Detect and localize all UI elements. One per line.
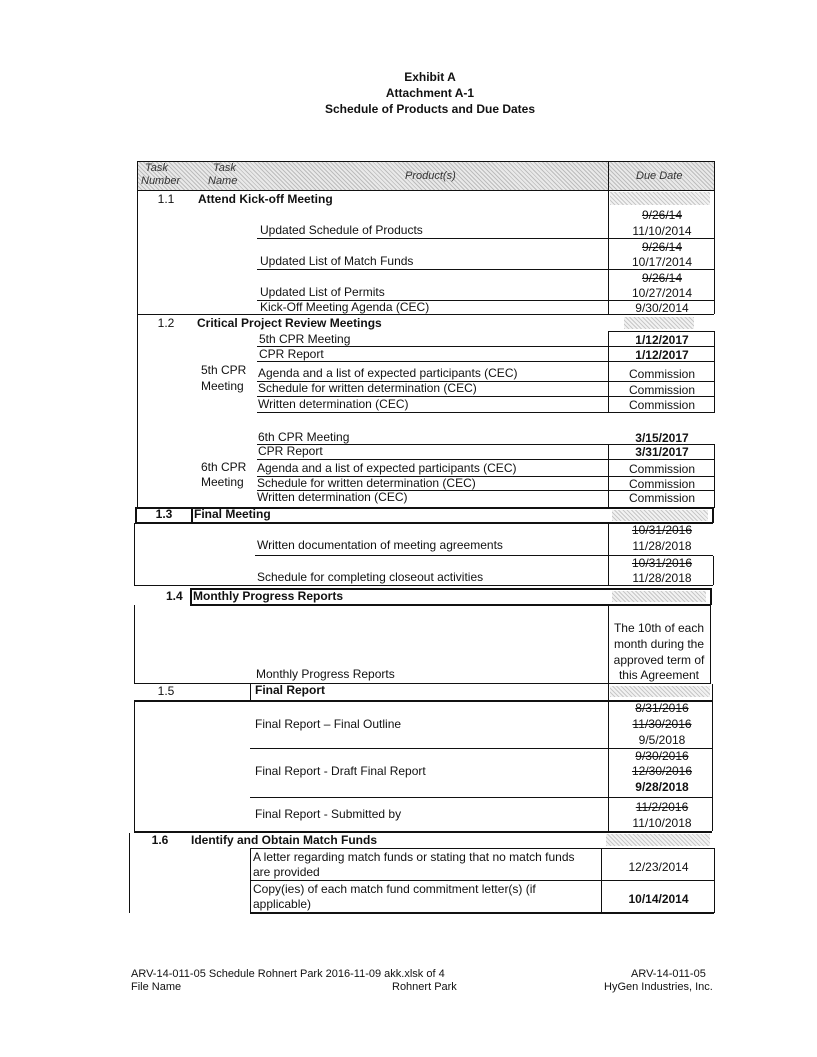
p16-1-date: 12/23/2014 bbox=[628, 860, 689, 874]
p11-1-label: Updated Schedule of Products bbox=[260, 223, 423, 237]
header-task-number-1: Task bbox=[145, 162, 168, 174]
m6-group-1: 6th CPR bbox=[201, 460, 247, 474]
p13-1-old-date: 10/31/2016 bbox=[631, 523, 693, 537]
task-1-5-number: 1.5 bbox=[157, 684, 175, 698]
m5-top-line bbox=[608, 331, 714, 332]
p13-2-old-date: 10/31/2016 bbox=[631, 556, 693, 570]
p16-2-date: 10/14/2014 bbox=[628, 892, 689, 906]
exhibit-title: Exhibit A bbox=[404, 70, 456, 84]
m5-p5-label: Written determination (CEC) bbox=[258, 397, 409, 411]
table-right-border bbox=[714, 161, 715, 190]
p11-2-old-date: 9/26/14 bbox=[641, 240, 683, 254]
p11-3-label: Updated List of Permits bbox=[260, 285, 385, 299]
m5-group-2: Meeting bbox=[201, 379, 244, 393]
task-1-5-name: Final Report bbox=[255, 683, 326, 697]
p15-2-date: 9/28/2018 bbox=[635, 780, 689, 794]
header-products: Product(s) bbox=[405, 170, 456, 182]
header-task-number-2: Number bbox=[141, 175, 181, 187]
header-due-date: Due Date bbox=[636, 170, 683, 182]
task-1-5-left-border bbox=[134, 700, 135, 831]
p14-1-date-4: this Agreement bbox=[618, 668, 700, 682]
task-1-4-header-left bbox=[190, 588, 192, 605]
task-1-1-number: 1.1 bbox=[157, 192, 175, 206]
m6-p4-label: Schedule for written determination (CEC) bbox=[257, 476, 476, 490]
task-1-3-number: 1.3 bbox=[155, 507, 173, 521]
task-1-6-number: 1.6 bbox=[151, 833, 169, 847]
m6-p4-date: Commission bbox=[628, 477, 695, 491]
p11-1-date: 11/10/2014 bbox=[632, 224, 692, 238]
task-1-3-date-shade bbox=[612, 510, 708, 521]
m6-p2-date: 3/31/2017 bbox=[635, 445, 689, 459]
task-1-4-left-border bbox=[134, 605, 135, 684]
task-1-3-header-right bbox=[712, 507, 714, 523]
p13-1-date: 11/28/2018 bbox=[632, 539, 692, 553]
m5-p1-line bbox=[257, 346, 714, 347]
task-1-6-date-shade bbox=[606, 834, 710, 846]
attachment-title: Attachment A-1 bbox=[385, 86, 475, 100]
task-1-5-date-left bbox=[608, 684, 609, 831]
task-1-6-left-border bbox=[129, 833, 130, 913]
p11-2-label: Updated List of Match Funds bbox=[260, 254, 414, 268]
task-1-4-bottom bbox=[134, 683, 710, 684]
header-task-name-1: Task bbox=[213, 162, 236, 174]
p15-2-old-date-1: 9/30/2016 bbox=[635, 749, 689, 763]
m6-date-right bbox=[714, 444, 715, 508]
p15-3-old-date: 11/2/2016 bbox=[635, 800, 689, 814]
task-1-2-left-border bbox=[137, 314, 138, 508]
m6-p2-label: CPR Report bbox=[258, 444, 323, 458]
table-left-border bbox=[137, 161, 138, 190]
p15-3-label: Final Report - Submitted by bbox=[255, 807, 402, 821]
m5-p2-label: CPR Report bbox=[259, 347, 324, 361]
task-1-4-name: Monthly Progress Reports bbox=[193, 589, 344, 603]
task-1-4-date-right bbox=[710, 605, 711, 684]
p11-1-old-date: 9/26/14 bbox=[641, 208, 683, 222]
p13-2-label: Schedule for completing closeout activities bbox=[257, 570, 484, 584]
task-1-4-header-right bbox=[710, 588, 712, 605]
task-1-2-date-shade bbox=[624, 317, 694, 329]
task-1-4-number: 1.4 bbox=[166, 589, 183, 603]
p14-1-label: Monthly Progress Reports bbox=[256, 667, 395, 681]
p11-3-old-date: 9/26/14 bbox=[641, 271, 683, 285]
p11-4-label: Kick-Off Meeting Agenda (CEC) bbox=[260, 300, 430, 314]
p16-2-label-2: applicable) bbox=[253, 897, 312, 911]
p14-1-date-3: approved term of bbox=[613, 653, 705, 667]
m5-p1-label: 5th CPR Meeting bbox=[259, 332, 351, 346]
m6-p1-date: 3/15/2017 bbox=[635, 431, 689, 445]
p15-1-old-date-2: 11/30/2016 bbox=[632, 717, 692, 731]
footer-agreement: ARV-14-011-05 bbox=[631, 968, 706, 980]
task-1-3-date-left bbox=[608, 523, 609, 585]
footer-file-label: File Name bbox=[131, 981, 182, 993]
footer-center: Rohnert Park bbox=[392, 981, 457, 993]
p15-3-date: 11/10/2018 bbox=[632, 816, 692, 830]
header-task-name-2: Name bbox=[208, 175, 238, 187]
table-header-bottom-border bbox=[137, 190, 715, 191]
m5-p2-date: 1/12/2017 bbox=[635, 348, 689, 362]
footer-company: HyGen Industries, Inc. bbox=[604, 981, 713, 993]
m6-group-2: Meeting bbox=[201, 475, 244, 489]
task-1-3-bottom bbox=[134, 585, 713, 586]
p11-1-line bbox=[257, 238, 714, 239]
m6-p2-line bbox=[257, 459, 714, 460]
task-1-3-left-border bbox=[134, 523, 135, 585]
m6-p5-label: Written determination (CEC) bbox=[257, 490, 408, 504]
p15-1-date: 9/5/2018 bbox=[638, 733, 686, 747]
m6-p1-label: 6th CPR Meeting bbox=[258, 430, 350, 444]
m5-group-1: 5th CPR bbox=[201, 363, 247, 377]
task-1-1-bottom bbox=[137, 314, 714, 315]
p14-1-date-2: month during the bbox=[613, 637, 705, 651]
task-1-5-name-divider bbox=[250, 684, 251, 700]
p15-2-label: Final Report - Draft Final Report bbox=[255, 764, 426, 778]
task-1-6-date-right bbox=[714, 848, 715, 913]
m5-p5-date: Commission bbox=[628, 398, 695, 412]
m5-p4-label: Schedule for written determination (CEC) bbox=[258, 381, 477, 395]
p16-1-label-1: A letter regarding match funds or stating that no match funds bbox=[253, 850, 575, 864]
m6-p5-date: Commission bbox=[628, 491, 695, 505]
m5-p3-date: Commission bbox=[628, 367, 695, 381]
task-1-4-date-shade bbox=[612, 591, 706, 602]
task-1-3-header-divider bbox=[191, 507, 193, 523]
task-1-1-date-right bbox=[714, 190, 715, 314]
m5-p3-label: Agenda and a list of expected participants (CEC) bbox=[258, 366, 518, 380]
task-1-4-header-bottom bbox=[190, 604, 711, 606]
p16-2-label-1: Copy(ies) of each match fund commitment letter(s) (if bbox=[253, 882, 536, 896]
p11-2-line bbox=[257, 269, 714, 270]
p11-3-date: 10/27/2014 bbox=[631, 286, 693, 300]
task-1-1-left-border bbox=[137, 190, 138, 314]
p11-2-date: 10/17/2014 bbox=[631, 255, 693, 269]
task-1-6-name: Identify and Obtain Match Funds bbox=[191, 833, 377, 847]
task-1-2-name: Critical Project Review Meetings bbox=[197, 316, 382, 330]
m6-p3-date: Commission bbox=[628, 462, 695, 476]
m5-date-right bbox=[714, 331, 715, 413]
p13-1-label: Written documentation of meeting agreements bbox=[257, 538, 503, 552]
p15-2-line bbox=[250, 797, 712, 798]
m5-p2-line bbox=[257, 361, 714, 362]
p15-2-old-date-2: 12/30/2016 bbox=[631, 764, 693, 778]
p14-1-date-1: The 10th of each bbox=[613, 621, 705, 635]
task-1-6-header-bottom bbox=[250, 848, 714, 849]
p15-1-old-date-1: 8/31/2016 bbox=[635, 701, 689, 715]
task-1-1-date-shade bbox=[610, 192, 710, 205]
p15-1-label: Final Report – Final Outline bbox=[255, 717, 402, 731]
task-1-1-name: Attend Kick-off Meeting bbox=[198, 192, 333, 206]
p13-2-date: 11/28/2018 bbox=[632, 571, 692, 585]
m5-date-left bbox=[608, 331, 609, 413]
task-1-1-date-left bbox=[608, 190, 609, 314]
task-1-2-number: 1.2 bbox=[157, 316, 175, 330]
schedule-title: Schedule of Products and Due Dates bbox=[324, 102, 536, 116]
p11-4-date: 9/30/2014 bbox=[635, 301, 689, 315]
task-1-5-date-shade bbox=[610, 686, 710, 697]
m5-p1-date: 1/12/2017 bbox=[635, 333, 689, 347]
task-1-3-name: Final Meeting bbox=[194, 507, 271, 521]
p16-1-label-2: are provided bbox=[253, 865, 320, 879]
footer-file-line: ARV-14-011-05 Schedule Rohnert Park 2016-11-09 akk.xlsk of 4 bbox=[131, 968, 445, 980]
header-divider bbox=[608, 161, 609, 190]
p16-1-line bbox=[250, 880, 714, 881]
task-1-6-bottom bbox=[250, 912, 714, 914]
m5-bottom-line bbox=[257, 412, 714, 413]
m6-p3-label: Agenda and a list of expected participants (CEC) bbox=[257, 461, 517, 475]
m5-p4-date: Commission bbox=[628, 383, 695, 397]
